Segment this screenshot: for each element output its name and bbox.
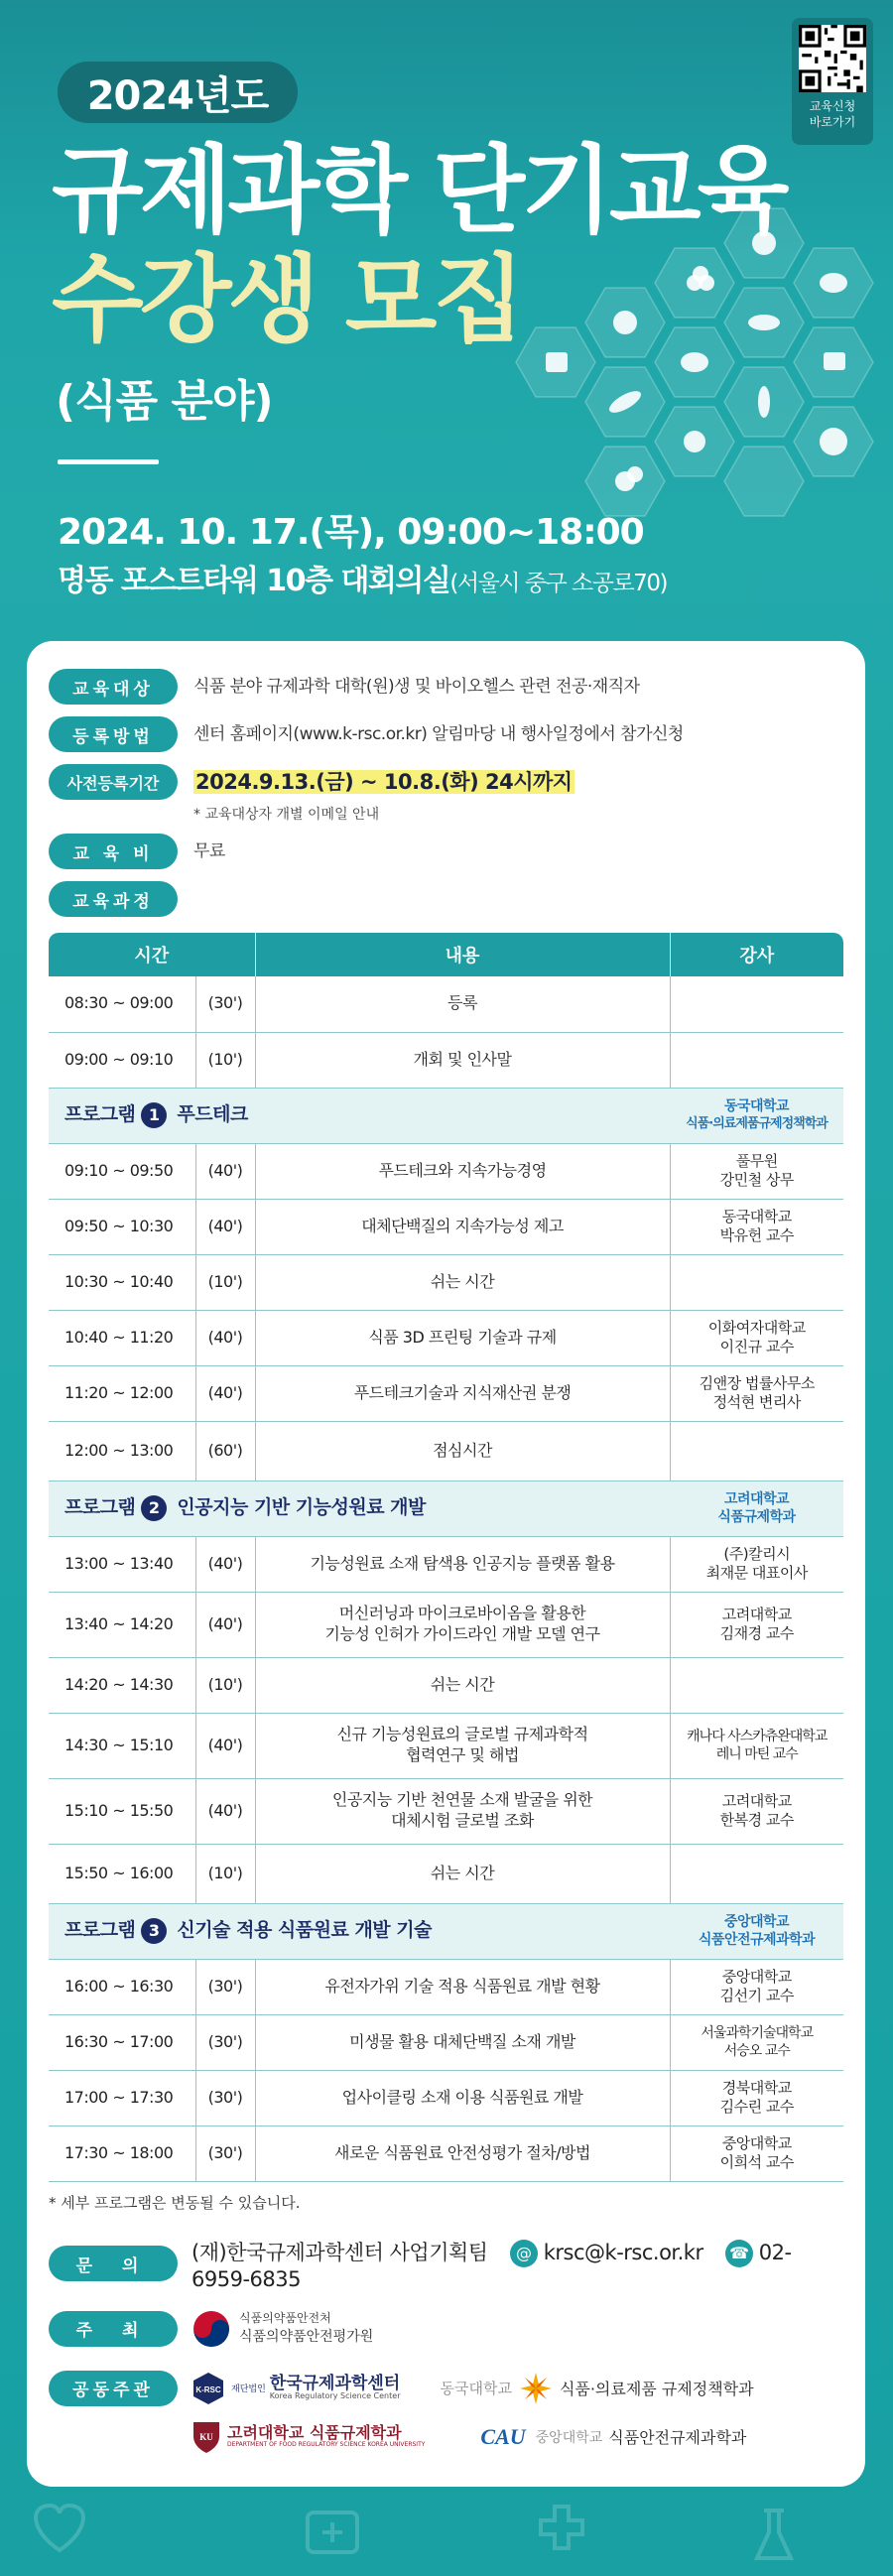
korea-taegeuk-icon [191, 2309, 231, 2349]
subtitle: (식품 분야) [56, 376, 273, 427]
table-row: 10:40 ~ 11:20 (40') 식품 3D 프린팅 기술과 규제 이화여자대학교 이진규 교수 [49, 1310, 843, 1365]
event-place [58, 556, 667, 599]
header-time: 시간 [49, 933, 255, 976]
food-hexagon-decoration [496, 198, 893, 556]
health-icons-decoration [0, 2491, 893, 2576]
label-contact: 문 의 [49, 2246, 178, 2281]
table-row: 08:30 ~ 09:00 (30') 등록 [49, 976, 843, 1032]
svg-text:K-RSC: K-RSC [195, 2384, 221, 2394]
program-number-1: 1 [141, 1102, 167, 1128]
table-row: 14:30 ~ 15:10 (40') 신규 기능성원료의 글로벌 규제과학적 협력연구 및 해법 캐나다 사스카츄완대학교 레니 마틴 교수 [49, 1713, 843, 1778]
mfds-logo [191, 2309, 373, 2349]
cohost-row-2 [191, 2420, 843, 2454]
year-badge: 2024년도 [58, 62, 298, 123]
table-row: 14:20 ~ 14:30 (10') 쉬는 시간 [49, 1657, 843, 1713]
label-course: 교육과정 [49, 881, 178, 917]
label-register: 등록방법 [49, 716, 178, 752]
main-title-line1: 규제과학 단기교육 [52, 135, 786, 246]
value-fee: 무료 [193, 841, 225, 861]
email-icon: @ [510, 2240, 538, 2267]
table-row: 12:00 ~ 13:00 (60') 점심시간 [49, 1421, 843, 1481]
korea-univ-crest-icon [191, 2420, 221, 2454]
contact-org: (재)한국규제과학센터 사업기획팀 [191, 2240, 488, 2264]
cau-wordmark: CAU [480, 2423, 526, 2449]
place-name: 명동 포스트타워 10층 대회의실 [58, 564, 450, 598]
table-row: 13:40 ~ 14:20 (40') 머신러닝과 마이크로바이옴을 활용한 기능성 인허가 가이드라인 개발 모델 연구 고려대학교 김재경 교수 [49, 1592, 843, 1657]
table-row: 09:00 ~ 09:10 (10') 개회 및 인사말 [49, 1032, 843, 1088]
program-header-1: 프로그램 1 푸드테크 동국대학교 식품·의료제품규제정책학과 [49, 1088, 843, 1143]
program-organizer-2: 고려대학교 식품규제학과 [670, 1481, 843, 1536]
cau-logo: CAU 중앙대학교 식품안전규제과학과 [480, 2423, 747, 2449]
table-row: 17:00 ~ 17:30 (30') 업사이클링 소재 이용 식품원료 개발 경북대학교 김수린 교수 [49, 2070, 843, 2125]
program-header-3: 프로그램 3 신기술 적용 식품원료 개발 기술 중앙대학교 식품안전규제과학과 [49, 1903, 843, 1959]
table-header [49, 933, 843, 976]
contact-info [191, 2237, 843, 2291]
qr-label: 교육신청 바로가기 [809, 99, 856, 130]
contact-phone[interactable]: 02-6959-6835 [191, 2240, 792, 2291]
main-title-line2: 수강생 모집 [52, 244, 522, 355]
program-number-3: 3 [141, 1918, 167, 1944]
table-row: 10:30 ~ 10:40 (10') 쉬는 시간 [49, 1254, 843, 1310]
contact-email[interactable]: krsc@k-rsc.or.kr [543, 2240, 703, 2264]
contact-row [49, 2237, 843, 2291]
label-period: 사전등록기간 [49, 764, 178, 800]
table-row: 09:10 ~ 09:50 (40') 푸드테크와 지속가능경영 풀무원 강민철 상무 [49, 1143, 843, 1199]
dongguk-emblem-icon [518, 2371, 554, 2406]
value-target: 식품 분야 규제과학 대학(원)생 및 바이오헬스 관련 전공·재직자 [193, 677, 640, 697]
phone-icon: ☎ [725, 2240, 753, 2267]
krsc-logo: K-RSC 재단법인 한국규제과학센터 Korea Regulatory Science Center [191, 2372, 400, 2405]
event-date: 2024. 10. 17.(목), 09:00~18:00 [58, 512, 644, 553]
table-row: 11:20 ~ 12:00 (40') 푸드테크기술과 지식재산권 분쟁 김앤장 법률사무소 정석현 변리사 [49, 1365, 843, 1421]
table-note: * 세부 프로그램은 변동될 수 있습니다. [49, 2193, 301, 2212]
info-card [27, 641, 865, 2487]
program-number-2: 2 [141, 1495, 167, 1521]
info-row-register [49, 716, 843, 752]
period-note: * 교육대상자 개별 이메일 안내 [193, 807, 380, 823]
label-cohost: 공동주관 [49, 2371, 178, 2406]
host-row [49, 2309, 843, 2349]
label-target: 교육대상 [49, 669, 178, 705]
info-row-fee [49, 834, 843, 869]
hero-section [0, 0, 893, 635]
table-row: 13:00 ~ 13:40 (40') 기능성원료 소재 탐색용 인공지능 플랫폼 활용 (주)칼리시 최재문 대표이사 [49, 1536, 843, 1592]
info-row-target [49, 669, 843, 705]
korea-univ-logo: KU 고려대학교 식품규제학과 DEPARTMENT OF FOOD REGULATORY SCIENCE KOREA UNIVERSITY [191, 2420, 425, 2454]
value-period: 2024.9.13.(금) ~ 10.8.(화) 24시까지 [195, 770, 573, 794]
label-fee: 교 육 비 [49, 834, 178, 869]
cohost-row [49, 2371, 843, 2406]
header-content: 내용 [255, 933, 670, 976]
qr-registration-link[interactable] [792, 18, 873, 145]
dongguk-logo: 동국대학교 식품·의료제품 규제정책학과 [440, 2371, 753, 2406]
value-register: 센터 홈페이지(www.k-rsc.or.kr) 알림마당 내 행사일정에서 참가신청 [193, 724, 684, 744]
table-row: 15:50 ~ 16:00 (10') 쉬는 시간 [49, 1844, 843, 1903]
program-header-2: 프로그램 2 인공지능 기반 기능성원료 개발 고려대학교 식품규제학과 [49, 1481, 843, 1536]
header-speaker: 강사 [670, 933, 843, 976]
info-row-period [49, 764, 843, 802]
qr-code-icon [799, 25, 866, 92]
divider [58, 459, 159, 464]
schedule-table [49, 933, 843, 2182]
table-row: 09:50 ~ 10:30 (40') 대체단백질의 지속가능성 제고 동국대학교 박유헌 교수 [49, 1199, 843, 1254]
table-row: 17:30 ~ 18:00 (30') 새로운 식품원료 안전성평가 절차/방법 중앙대학교 이희석 교수 [49, 2125, 843, 2181]
label-host: 주 최 [49, 2311, 178, 2347]
table-row: 15:10 ~ 15:50 (40') 인공지능 기반 천연물 소재 발굴을 위한 대체시험 글로벌 조화 고려대학교 한복경 교수 [49, 1778, 843, 1844]
table-row: 16:30 ~ 17:00 (30') 미생물 활용 대체단백질 소재 개발 서울과학기술대학교 서승오 교수 [49, 2014, 843, 2070]
place-address: (서울시 중구 소공로70) [449, 571, 667, 596]
program-organizer-1: 동국대학교 식품·의료제품규제정책학과 [670, 1088, 843, 1143]
table-row: 16:00 ~ 16:30 (30') 유전자가위 기술 적용 식품원료 개발 현황 중앙대학교 김선기 교수 [49, 1959, 843, 2014]
svg-text:KU: KU [199, 2431, 213, 2442]
info-row-course [49, 881, 843, 917]
program-organizer-3: 중앙대학교 식품안전규제과학과 [670, 1903, 843, 1959]
krsc-emblem-icon [191, 2372, 225, 2405]
host-names: 식품의약품안전처 식품의약품안전평가원 [239, 2311, 374, 2345]
